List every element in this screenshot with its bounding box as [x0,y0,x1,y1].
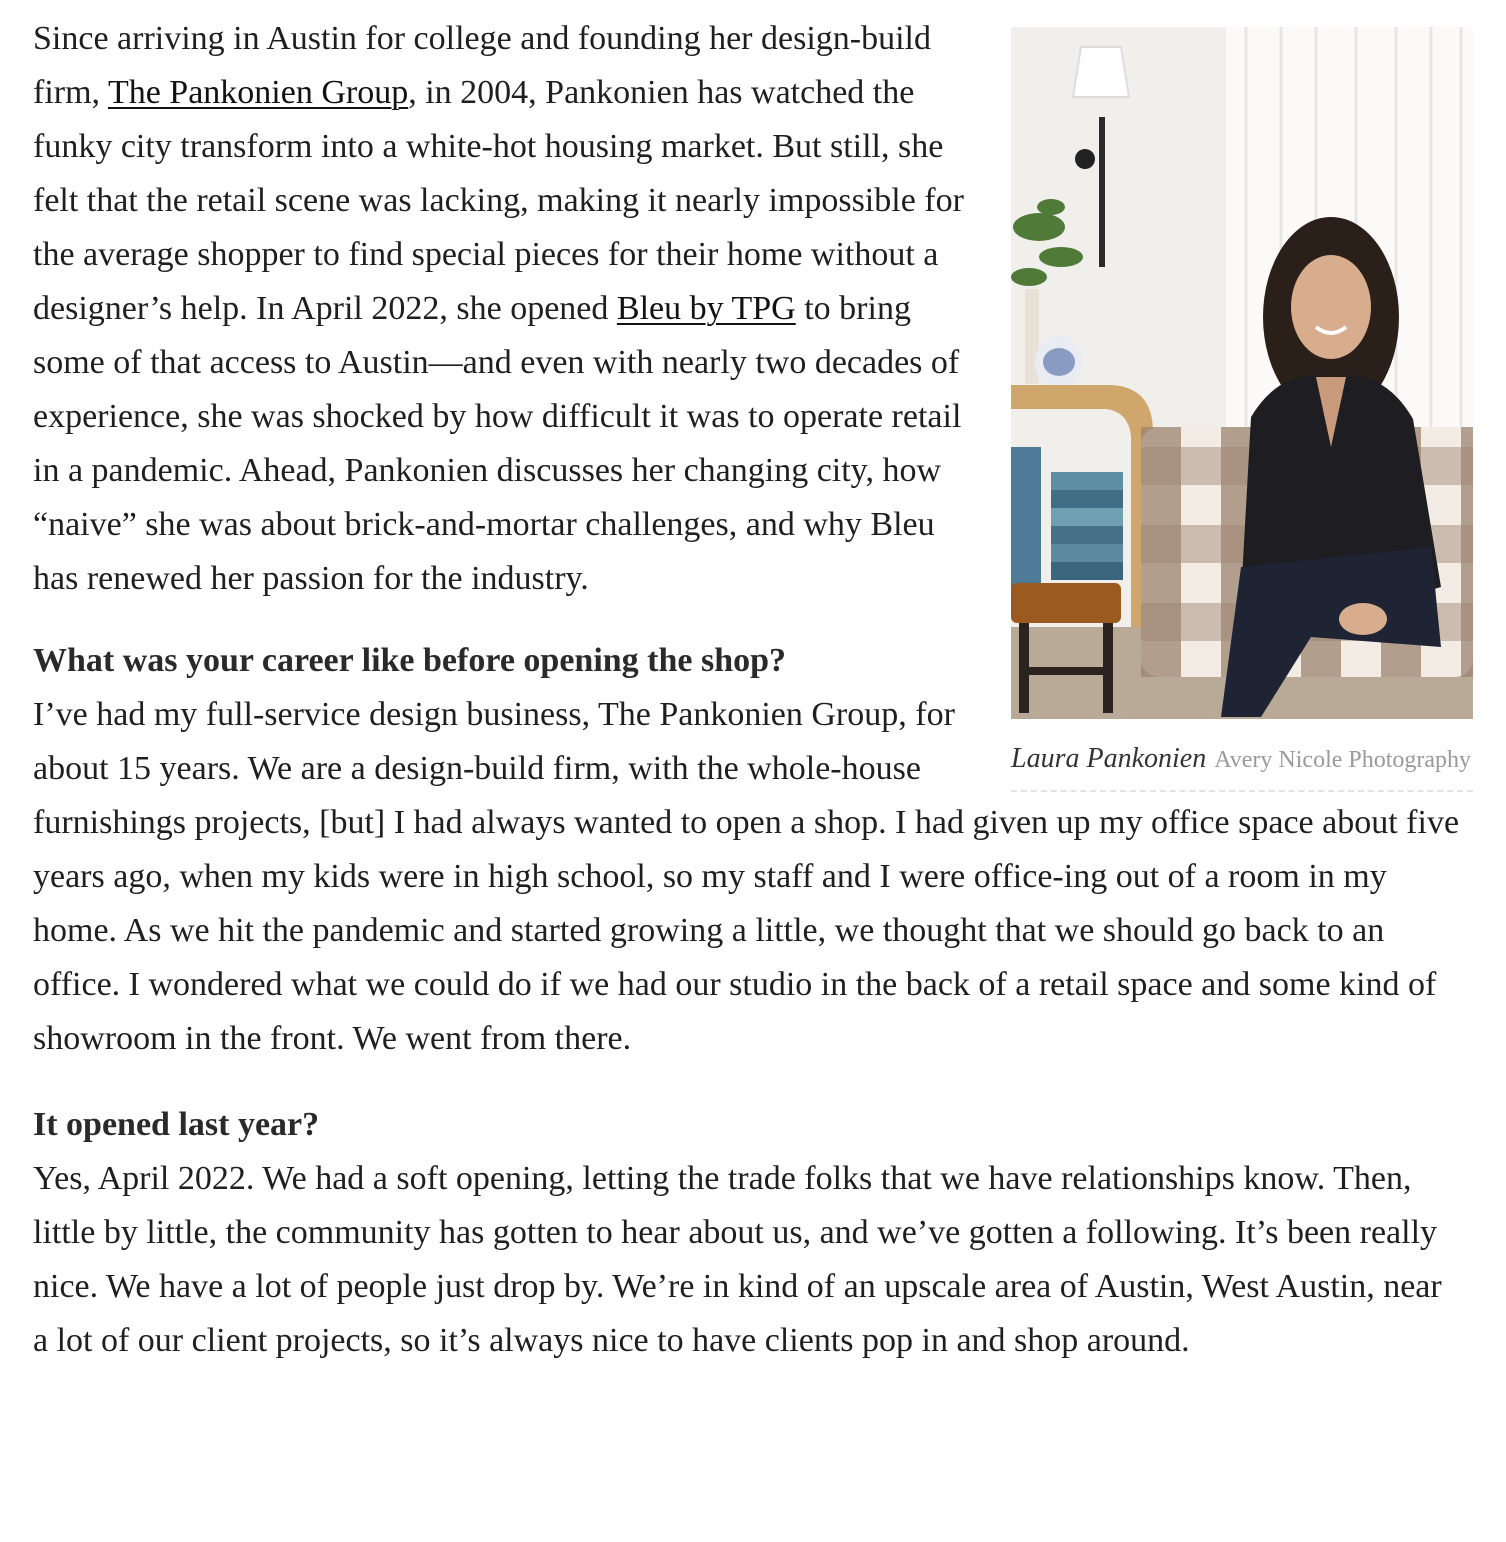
question-heading: What was your career like before opening the shop? [33,642,787,679]
link-the-pankonien-group[interactable]: The Pankonien Group [107,74,409,111]
intro-text-1: Since arriving in Austin for college and founding her design-build firm, [33,20,931,111]
intro-text-2: , in 2004, Pankonien has watched the funky city transform into a white-hot housing market. But still, she felt that the retail scene was lacking, making it nearly impossible for the average shopper to find special pieces for their home without a designer’s help. In April 2022, she opened [33,74,964,327]
photo-caption [1011,737,1473,780]
link-bleu-by-tpg[interactable]: Bleu by TPG [616,290,796,327]
intro-text-3: to bring some of that access to Austin—and even with nearly two decades of experience, she was shocked by how difficult it was to operate retail in a pandemic. Ahead, Pankonien discusses her changing city, how “naive” she was about brick-and-mortar challenges, and why Bleu has renewed her passion for the industry. [33,290,962,597]
answer-paragraph: Yes, April 2022. We had a soft opening, letting the trade folks that we have relationships know. Then, little by little, the community has gotten to hear about us, and we’ve gotten a following. It’s been really nice. We have a lot of people just drop by. We’re in kind of an upscale area of Austin, West Austin, near a lot of our client projects, so it’s always nice to have clients pop in and shop around. [33,1160,1442,1359]
question-heading: It opened last year? [33,1106,320,1143]
portrait-figure [1011,27,1473,792]
article-body [33,12,1472,1400]
caption-subject-name: Laura Pankonien [1011,743,1207,774]
portrait-photo [1011,27,1473,719]
caption-photo-credit: Avery Nicole Photography [1214,747,1472,773]
answer-paragraph: I’ve had my full-service design business, The Pankonien Group, for about 15 years. We are a design-build firm, with the whole-house furnishings projects, [but] I had always wanted to open a shop. I had given up my office space about five years ago, when my kids were in high school, so my staff and I were office-ing out of a room in my home. As we hit the pandemic and started growing a little, we thought that we should go back to an office. I wondered what we could do if we had our studio in the back of a retail space and some kind of showroom in the front. We went from there. [33,696,1460,1057]
